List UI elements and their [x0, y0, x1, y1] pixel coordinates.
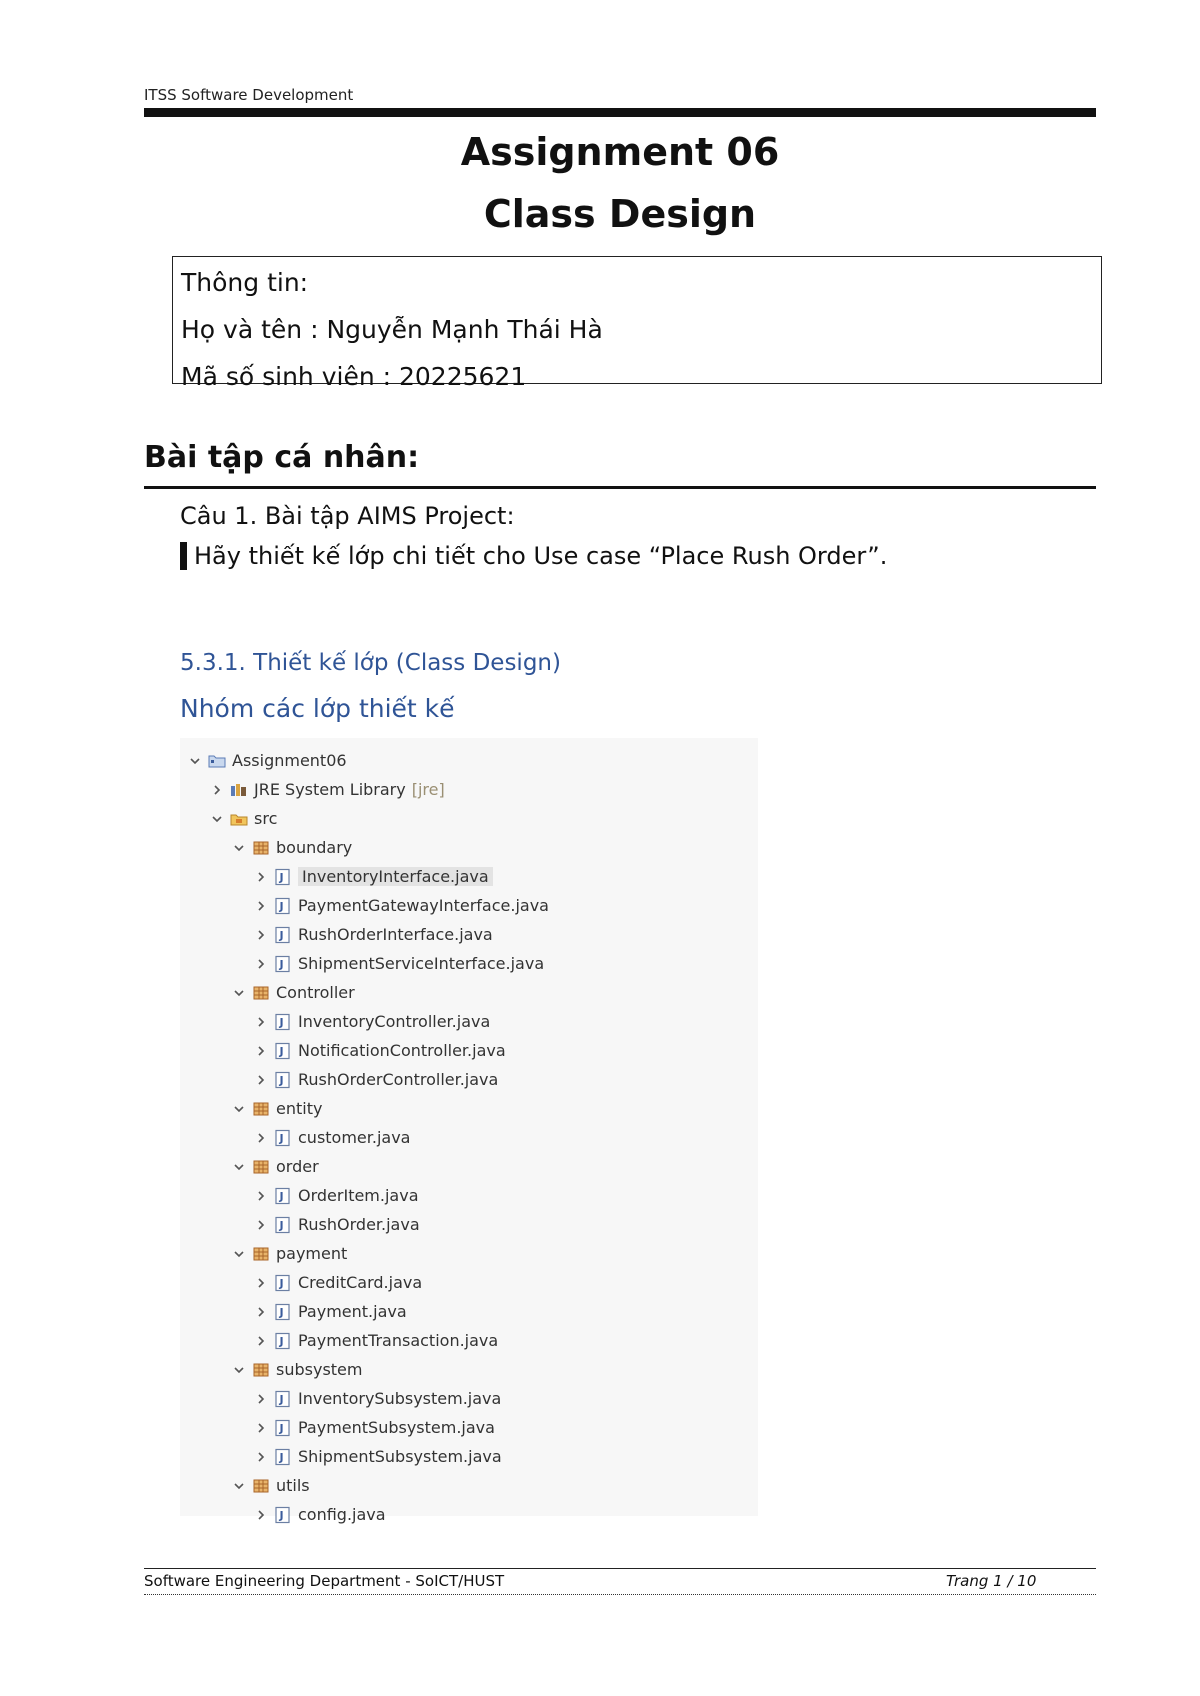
chevron-right-icon[interactable] — [254, 1073, 268, 1087]
chevron-right-icon[interactable] — [254, 1015, 268, 1029]
chevron-right-icon[interactable] — [254, 1218, 268, 1232]
bullet-bar — [180, 542, 187, 570]
task-line — [180, 542, 887, 570]
chevron-right-icon[interactable] — [254, 1392, 268, 1406]
package-icon — [252, 1158, 270, 1176]
tree-item-label: PaymentGatewayInterface.java — [298, 896, 549, 915]
source-folder-icon — [230, 810, 248, 828]
tree-item-label: OrderItem.java — [298, 1186, 419, 1205]
tree-item-label: PaymentTransaction.java — [298, 1331, 499, 1350]
tree-file-item[interactable] — [254, 1007, 490, 1036]
svg-text:J: J — [279, 1015, 284, 1029]
package-icon — [252, 984, 270, 1002]
tree-item-label: CreditCard.java — [298, 1273, 423, 1292]
info-student-id: Mã số sinh viên : 20225621 — [181, 362, 527, 391]
footer-dotted-rule — [144, 1594, 1096, 1595]
tree-item-label: customer.java — [298, 1128, 411, 1147]
tree-item-label: PaymentSubsystem.java — [298, 1418, 495, 1437]
tree-item-label: InventoryInterface.java — [298, 867, 493, 886]
svg-text:J: J — [279, 1334, 284, 1348]
tree-item-label: NotificationController.java — [298, 1041, 506, 1060]
header-label: ITSS Software Development — [144, 86, 354, 104]
tree-file-item[interactable] — [254, 1297, 407, 1326]
info-name: Họ và tên : Nguyễn Mạnh Thái Hà — [181, 315, 603, 344]
svg-text:J: J — [279, 1392, 284, 1406]
tree-item-label: Controller — [276, 983, 355, 1002]
java-file-icon — [274, 1013, 292, 1031]
tree-package-item[interactable] — [232, 1239, 347, 1268]
tree-item-label: Assignment06 — [232, 751, 347, 770]
tree-item-label: RushOrder.java — [298, 1215, 420, 1234]
svg-text:J: J — [279, 1421, 284, 1435]
chevron-right-icon[interactable] — [254, 1044, 268, 1058]
tree-item-label: RushOrderController.java — [298, 1070, 499, 1089]
task-text: Hãy thiết kế lớp chi tiết cho Use case “Place Rush Order”. — [194, 542, 888, 570]
tree-file-item[interactable] — [254, 891, 549, 920]
java-file-icon — [274, 1332, 292, 1350]
tree-item-label: entity — [276, 1099, 323, 1118]
chevron-right-icon[interactable] — [254, 870, 268, 884]
tree-item-label: utils — [276, 1476, 310, 1495]
chevron-right-icon[interactable] — [254, 1450, 268, 1464]
tree-item-label: Payment.java — [298, 1302, 407, 1321]
chevron-right-icon[interactable] — [254, 1276, 268, 1290]
tree-file-item[interactable] — [254, 1413, 495, 1442]
chevron-down-icon[interactable] — [232, 1160, 246, 1174]
chevron-down-icon[interactable] — [210, 812, 224, 826]
chevron-right-icon[interactable] — [254, 957, 268, 971]
svg-text:J: J — [279, 1305, 284, 1319]
chevron-down-icon[interactable] — [188, 754, 202, 768]
java-file-icon — [274, 1448, 292, 1466]
info-heading: Thông tin: — [181, 268, 309, 297]
package-icon — [252, 1477, 270, 1495]
java-file-icon — [274, 1042, 292, 1060]
footer-page-number: Trang 1 / 10 — [946, 1572, 1037, 1590]
java-file-icon — [274, 1274, 292, 1292]
svg-text:J: J — [279, 1073, 284, 1087]
tree-file-item[interactable] — [254, 1210, 420, 1239]
chevron-right-icon[interactable] — [254, 899, 268, 913]
java-file-icon — [274, 955, 292, 973]
java-file-icon — [274, 926, 292, 944]
header-rule — [144, 108, 1096, 117]
chevron-down-icon[interactable] — [232, 841, 246, 855]
java-file-icon — [274, 1390, 292, 1408]
tree-library-item[interactable] — [210, 775, 445, 804]
chevron-right-icon[interactable] — [254, 928, 268, 942]
tree-package-item[interactable] — [232, 1471, 310, 1500]
tree-file-item[interactable] — [254, 1326, 498, 1355]
java-file-icon — [274, 1506, 292, 1524]
svg-text:J: J — [279, 870, 284, 884]
java-file-icon — [274, 1419, 292, 1437]
tree-item-label: JRE System Library — [254, 780, 406, 799]
tree-item-tag: [jre] — [411, 780, 445, 799]
document-subtitle: Class Design — [483, 192, 757, 236]
question-line: Câu 1. Bài tập AIMS Project: — [180, 502, 515, 530]
java-file-icon — [274, 1071, 292, 1089]
tree-item-label: config.java — [298, 1505, 386, 1524]
svg-text:J: J — [279, 1044, 284, 1058]
java-file-icon — [274, 1187, 292, 1205]
chevron-down-icon[interactable] — [232, 1479, 246, 1493]
tree-item-label: ShipmentSubsystem.java — [298, 1447, 502, 1466]
chevron-down-icon[interactable] — [232, 986, 246, 1000]
document-title: Assignment 06 — [460, 130, 780, 174]
package-icon — [252, 1245, 270, 1263]
svg-text:J: J — [279, 1276, 284, 1290]
info-box — [172, 256, 1102, 391]
project-explorer-tree — [180, 738, 758, 1524]
tree-package-item[interactable] — [232, 1355, 362, 1384]
chevron-right-icon[interactable] — [254, 1421, 268, 1435]
chevron-right-icon[interactable] — [254, 1305, 268, 1319]
tree-item-label: ShipmentServiceInterface.java — [298, 954, 545, 973]
chevron-down-icon[interactable] — [232, 1102, 246, 1116]
tree-package-item[interactable] — [232, 978, 355, 1007]
package-icon — [252, 839, 270, 857]
package-icon — [252, 1100, 270, 1118]
tree-file-item[interactable] — [254, 1181, 419, 1210]
java-file-icon — [274, 1216, 292, 1234]
section-rule — [144, 486, 1096, 489]
svg-text:J: J — [279, 1218, 284, 1232]
package-icon — [252, 1361, 270, 1379]
chevron-right-icon[interactable] — [254, 1508, 268, 1522]
java-file-icon — [274, 1303, 292, 1321]
chevron-down-icon[interactable] — [232, 1363, 246, 1377]
tree-item-label: subsystem — [276, 1360, 363, 1379]
project-icon — [208, 752, 226, 770]
tree-project-item[interactable] — [188, 746, 347, 775]
tree-folder-item[interactable] — [210, 804, 277, 833]
svg-text:J: J — [279, 1450, 284, 1464]
tree-file-item[interactable] — [254, 1123, 410, 1152]
svg-text:J: J — [279, 1131, 284, 1145]
library-icon — [230, 781, 248, 799]
tree-file-item[interactable] — [254, 1384, 501, 1413]
svg-text:J: J — [279, 1189, 284, 1203]
chevron-right-icon[interactable] — [254, 1189, 268, 1203]
tree-item-label: RushOrderInterface.java — [298, 925, 493, 944]
chevron-right-icon[interactable] — [210, 783, 224, 797]
tree-package-item[interactable] — [232, 1152, 319, 1181]
tree-file-item[interactable] — [254, 949, 544, 978]
tree-file-item[interactable] — [254, 1268, 422, 1297]
tree-file-item[interactable] — [254, 1500, 386, 1529]
tree-item-label: src — [254, 809, 278, 828]
tree-item-label: order — [276, 1157, 319, 1176]
svg-text:J: J — [279, 899, 284, 913]
tree-item-label: InventoryController.java — [298, 1012, 491, 1031]
tree-file-item[interactable] — [254, 1442, 502, 1471]
tree-item-label: boundary — [276, 838, 353, 857]
chevron-right-icon[interactable] — [254, 1334, 268, 1348]
footer-rule — [144, 1568, 1096, 1569]
java-file-icon — [274, 868, 292, 886]
tree-package-item[interactable] — [232, 833, 352, 862]
java-file-icon — [274, 897, 292, 915]
tree-file-item[interactable] — [254, 1065, 498, 1094]
tree-file-item[interactable] — [254, 862, 493, 891]
section-heading: Bài tập cá nhân: — [144, 440, 420, 475]
group-heading: Nhóm các lớp thiết kế — [180, 694, 455, 723]
tree-file-item[interactable] — [254, 1036, 506, 1065]
chevron-right-icon[interactable] — [254, 1131, 268, 1145]
subsection-heading: 5.3.1. Thiết kế lớp (Class Design) — [180, 650, 561, 676]
svg-text:J: J — [279, 928, 284, 942]
tree-item-label: InventorySubsystem.java — [298, 1389, 502, 1408]
svg-text:J: J — [279, 1508, 284, 1522]
footer-department: Software Engineering Department - SoICT/HUST — [144, 1572, 505, 1590]
tree-package-item[interactable] — [232, 1094, 322, 1123]
svg-text:J: J — [279, 957, 284, 971]
java-file-icon — [274, 1129, 292, 1147]
chevron-down-icon[interactable] — [232, 1247, 246, 1261]
tree-file-item[interactable] — [254, 920, 493, 949]
tree-item-label: payment — [276, 1244, 348, 1263]
